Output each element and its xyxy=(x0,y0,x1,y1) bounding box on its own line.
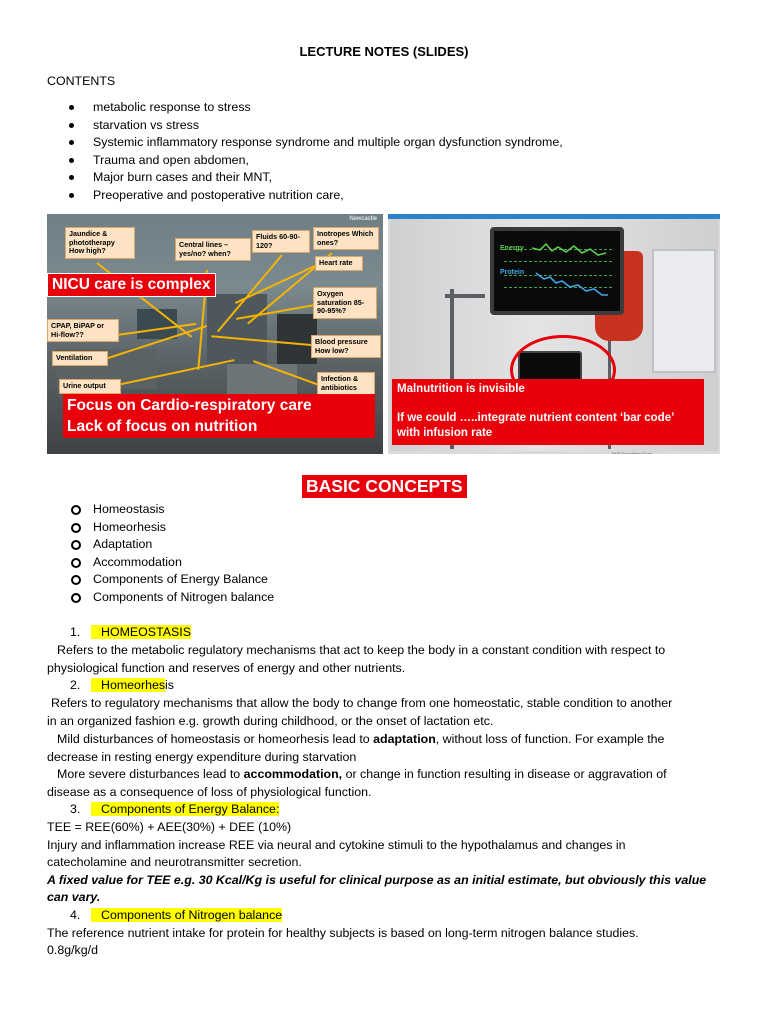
list-item: metabolic response to stress xyxy=(68,99,563,117)
paragraph: Refers to the metabolic regulatory mechanisms that act to keep the body in a constant condition with respect to xyxy=(57,643,666,657)
list-item: Accommodation xyxy=(68,554,274,572)
list-item: Homeorhesis xyxy=(68,519,274,537)
list-item: Components of Nitrogen balance xyxy=(68,589,274,607)
malnutrition-slide-image xyxy=(388,214,720,454)
malnutrition-banner xyxy=(392,379,704,445)
slide-label: Ventilation xyxy=(52,351,108,366)
nutrition-monitor xyxy=(490,227,624,315)
slide-label: Blood pressure How low? xyxy=(311,335,381,358)
protein-label: Protein xyxy=(500,269,525,276)
paragraph: catecholamine and neurotransmitter secretion. xyxy=(47,855,302,869)
basic-concepts-list xyxy=(68,501,274,607)
paragraph: disease as a consequence of loss of physiological function. xyxy=(47,785,372,799)
list-item: Components of Energy Balance xyxy=(68,571,274,589)
paragraph: Mild disturbances of homeostasis or homeorhesis lead to adaptation, without loss of function. For example the xyxy=(57,732,665,746)
contents-list xyxy=(68,99,563,205)
section-heading-nitrogen-balance: 4. Components of Nitrogen balance xyxy=(70,908,283,922)
nicu-banner: NICU care is complex xyxy=(47,273,216,297)
highlighted-title: Components of Nitrogen balance xyxy=(91,908,282,922)
section-heading-homeostasis: 1. HOMEOSTASIS xyxy=(70,625,191,639)
emphasis-paragraph: A fixed value for TEE e.g. 30 Kcal/Kg is useful for clinical purpose as an initial estimate, but obviously this value xyxy=(47,873,707,887)
section-heading-homeorhesis: 2. Homeorhesis xyxy=(70,678,174,692)
page-title: LECTURE NOTES (SLIDES) xyxy=(299,44,469,59)
slide-label: CPAP, BiPAP or Hi-flow?? xyxy=(47,319,119,342)
slide-label: Urine output xyxy=(59,379,121,394)
paragraph: Injury and inflammation increase REE via neural and cytokine stimuli to the hypothalamus and changes in xyxy=(47,838,626,852)
paragraph: The reference nutrient intake for protein for healthy subjects is based on long-term nitrogen balance studies. xyxy=(47,926,639,940)
slide-label: Central lines – yes/no? when? xyxy=(175,238,251,261)
slide-label: Jaundice & phototherapy How high? xyxy=(65,227,135,259)
paragraph: decrease in resting energy expenditure during starvation xyxy=(47,750,357,764)
paragraph: in an organized fashion e.g. growth during childhood, or the onset of lactation etc. xyxy=(47,714,494,728)
window xyxy=(652,249,716,373)
slide-label: Heart rate xyxy=(315,256,363,271)
list-item: Adaptation xyxy=(68,536,274,554)
emphasis-paragraph: can vary. xyxy=(47,890,101,904)
list-item: Trauma and open abdomen, xyxy=(68,152,563,170)
nicu-slide-image xyxy=(47,214,383,454)
slide-label: Oxygen saturation 85-90-95%? xyxy=(313,287,377,319)
list-item: Systemic inflammatory response syndrome and multiple organ dysfunction syndrome, xyxy=(68,134,563,152)
malnutrition-body: If we could …..integrate nutrient content ‘bar code’ with infusion rate xyxy=(397,412,674,439)
basic-concepts-heading: BASIC CONCEPTS xyxy=(302,475,467,498)
slide-label: Inotropes Which ones? xyxy=(313,227,379,250)
paragraph: 0.8g/kg/d xyxy=(47,943,98,957)
paragraph: physiological function and reserves of energy and other nutrients. xyxy=(47,661,406,675)
paragraph: Refers to regulatory mechanisms that allow the body to change from one homeostatic, stable condition to another xyxy=(51,696,673,710)
slide-label: Fluids 60-90-120? xyxy=(252,230,310,253)
highlighted-title: Homeorhes xyxy=(91,678,165,692)
focus-line-1: Focus on Cardio-respiratory care xyxy=(67,397,312,414)
focus-banner xyxy=(63,394,375,438)
paragraph: More severe disturbances lead to accommodation, or change in function resulting in disease or aggravation of xyxy=(57,767,667,781)
energy-label: Energy xyxy=(500,245,524,252)
section-heading-energy-balance: 3. Components of Energy Balance: xyxy=(70,802,280,816)
list-item: Major burn cases and their MNT, xyxy=(68,169,563,187)
focus-line-2: Lack of focus on nutrition xyxy=(67,418,258,435)
list-item: Homeostasis xyxy=(68,501,274,519)
list-item: Preoperative and postoperative nutrition care, xyxy=(68,187,563,205)
equation: TEE = REE(60%) + AEE(30%) + DEE (10%) xyxy=(47,820,292,834)
monitor-trace xyxy=(494,231,612,303)
contents-heading: CONTENTS xyxy=(47,74,116,88)
malnutrition-title: Malnutrition is invisible xyxy=(397,383,525,395)
list-item: starvation vs stress xyxy=(68,117,563,135)
trust-label: NHS Foundation Trust xyxy=(612,451,652,454)
highlighted-title: Components of Energy Balance: xyxy=(91,802,280,816)
brand-label: Newcastle xyxy=(349,216,377,222)
slide-label: Infection & antibiotics xyxy=(317,372,375,395)
highlighted-title: HOMEOSTASIS xyxy=(91,625,191,639)
